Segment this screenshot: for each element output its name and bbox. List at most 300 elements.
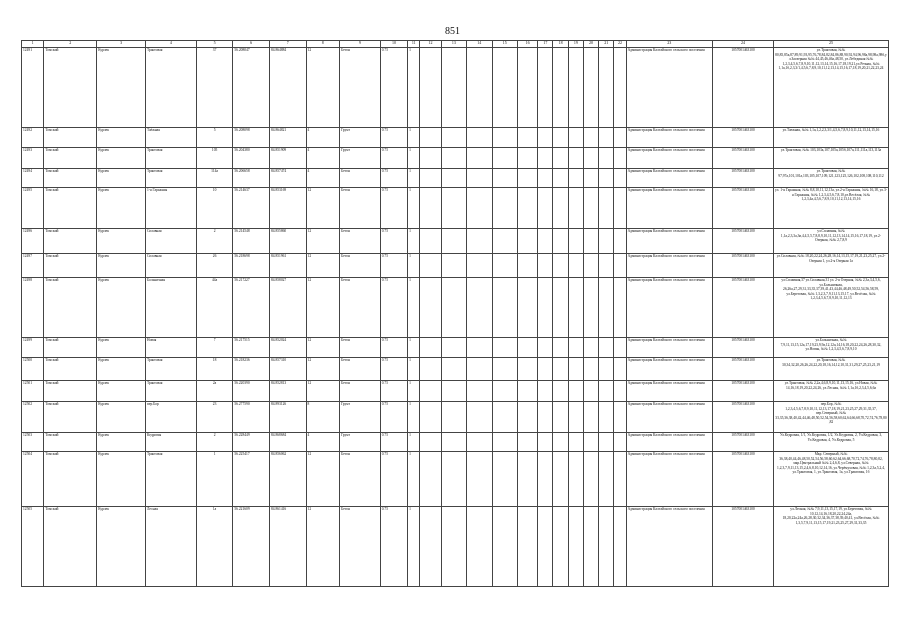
table-row	[22, 188, 889, 229]
cell-empty	[538, 402, 553, 433]
cell-vol: 0.75	[380, 338, 407, 358]
cell-settlement: Курлек	[97, 169, 146, 188]
cell-settlement: Курлек	[97, 128, 146, 148]
cell-region: Томский	[44, 128, 97, 148]
cell-lon: 84.861416	[269, 507, 306, 587]
cell-id: 12499	[22, 338, 44, 358]
cell-id: 12496	[22, 229, 44, 254]
cell-area: 4	[306, 169, 340, 188]
cell-empty	[583, 229, 598, 254]
column-number: 8	[306, 41, 340, 48]
cell-area: 12	[306, 254, 340, 278]
cell-lat: 56.220390	[233, 381, 270, 402]
cell-empty	[441, 452, 466, 507]
cell-id: 12495	[22, 188, 44, 229]
cell-empty	[538, 188, 553, 229]
cell-settlement: Курлек	[97, 381, 146, 402]
cell-street: Таёжная	[145, 128, 196, 148]
cell-lon: 84.852813	[269, 381, 306, 402]
cell-count: 1	[408, 338, 420, 358]
cell-area: 12	[306, 229, 340, 254]
cell-empty	[614, 229, 626, 254]
column-number: 2	[44, 41, 97, 48]
cell-owner: Администрация Калтайского сельского поселения	[626, 278, 712, 338]
cell-empty	[467, 48, 492, 128]
cell-region: Томский	[44, 148, 97, 169]
cell-street: Сплавная	[145, 254, 196, 278]
cell-empty	[441, 48, 466, 128]
cell-owner: Администрация Калтайского сельского поселения	[626, 188, 712, 229]
cell-id: 12492	[22, 128, 44, 148]
cell-vol: 0.75	[380, 358, 407, 381]
cell-area: 8	[306, 402, 340, 433]
cell-area: 12	[306, 358, 340, 381]
table-row	[22, 433, 889, 452]
cell-empty	[420, 254, 441, 278]
cell-empty	[420, 128, 441, 148]
cell-house: 18	[196, 358, 233, 381]
cell-addr: Ул.Кедровая, 1/1, Ул.Кедровая, 1/2, Ул.Кедровая, 2, Ул.Кедровая, 3, Ул.Кедровая, 4, Ул.Кедровая, 5	[773, 433, 888, 452]
cell-count: 1	[408, 148, 420, 169]
cell-ogrn: 1057001463100	[712, 128, 773, 148]
cell-region: Томский	[44, 433, 97, 452]
cell-empty	[583, 148, 598, 169]
cell-vol: 0.75	[380, 254, 407, 278]
cell-ogrn: 1057001463100	[712, 254, 773, 278]
cell-empty	[553, 229, 568, 254]
cell-empty	[583, 278, 598, 338]
cell-empty	[420, 507, 441, 587]
cell-empty	[441, 128, 466, 148]
cell-ogrn: 1057001463100	[712, 278, 773, 338]
table-row	[22, 169, 889, 188]
cell-empty	[538, 229, 553, 254]
cell-empty	[467, 254, 492, 278]
cell-region: Томский	[44, 358, 97, 381]
cell-empty	[553, 169, 568, 188]
cell-count: 1	[408, 128, 420, 148]
cell-lat: 56.204380	[233, 148, 270, 169]
cell-empty	[420, 433, 441, 452]
cell-empty	[568, 169, 583, 188]
cell-empty	[538, 381, 553, 402]
cell-house: 114а	[196, 169, 233, 188]
cell-owner: Администрация Калтайского сельского поселения	[626, 358, 712, 381]
cell-settlement: Курлек	[97, 507, 146, 587]
cell-empty	[583, 452, 598, 507]
cell-area: 4	[306, 128, 340, 148]
cell-area: 12	[306, 452, 340, 507]
cell-empty	[583, 402, 598, 433]
cell-lat: 56.206658	[233, 169, 270, 188]
cell-empty	[538, 254, 553, 278]
cell-surface: Бетон	[340, 229, 381, 254]
table-row	[22, 507, 889, 587]
column-number: 16	[517, 41, 537, 48]
cell-empty	[599, 381, 614, 402]
cell-empty	[467, 452, 492, 507]
cell-settlement: Курлек	[97, 148, 146, 169]
cell-empty	[614, 169, 626, 188]
cell-region: Томский	[44, 169, 97, 188]
cell-empty	[492, 402, 517, 433]
cell-addr: ул.Больничная, №№ 7,9,11,13,15,12а,17,19,23,9,9а,12,12а,14,16,18,20,22,24,26,28,30,32, ул.Новая, №№ 1,2,3,4,5,6,7,8,9,10	[773, 338, 888, 358]
cell-lat: 56.217515	[233, 338, 270, 358]
cell-empty	[441, 381, 466, 402]
cell-surface: Бетон	[340, 507, 381, 587]
cell-vol: 0.75	[380, 278, 407, 338]
cell-street: 1-я Гаражная	[145, 188, 196, 229]
cell-region: Томский	[44, 48, 97, 128]
cell-empty	[420, 188, 441, 229]
cell-lon: 84.856062	[269, 452, 306, 507]
cell-empty	[614, 48, 626, 128]
cell-empty	[599, 229, 614, 254]
cell-empty	[517, 452, 537, 507]
cell-addr: ул.Сплавная, №№ 1,1а,2,3,3а,3в,4,4,5,5,7,8,8,9,10,11,12,13,14,14,15,16,17,18,19, ул.2-Озерная, №№ 2,7,8,9	[773, 229, 888, 254]
cell-owner: Администрация Калтайского сельского поселения	[626, 402, 712, 433]
column-number: 9	[340, 41, 381, 48]
cell-empty	[538, 278, 553, 338]
cell-empty	[492, 169, 517, 188]
cell-street: Сплавная	[145, 229, 196, 254]
cell-owner: Администрация Калтайского сельского поселения	[626, 148, 712, 169]
cell-empty	[492, 188, 517, 229]
cell-empty	[599, 358, 614, 381]
cell-region: Томский	[44, 188, 97, 229]
cell-lat: 56.214548	[233, 229, 270, 254]
cell-owner: Администрация Калтайского сельского поселения	[626, 507, 712, 587]
cell-empty	[614, 381, 626, 402]
cell-vol: 0.75	[380, 452, 407, 507]
cell-ogrn: 1057001463100	[712, 358, 773, 381]
cell-house: 23	[196, 402, 233, 433]
cell-empty	[517, 278, 537, 338]
cell-empty	[420, 358, 441, 381]
cell-house: 105	[196, 148, 233, 169]
cell-empty	[517, 507, 537, 587]
cell-settlement: Курлек	[97, 188, 146, 229]
cell-empty	[492, 452, 517, 507]
cell-area: 4	[306, 148, 340, 169]
cell-ogrn: 1057001463100	[712, 433, 773, 452]
cell-empty	[599, 402, 614, 433]
cell-empty	[568, 507, 583, 587]
cell-empty	[538, 338, 553, 358]
cell-area: 12	[306, 338, 340, 358]
cell-region: Томский	[44, 507, 97, 587]
cell-street: Трактовая	[145, 148, 196, 169]
cell-id: 12493	[22, 148, 44, 169]
cell-count: 1	[408, 452, 420, 507]
cell-empty	[441, 254, 466, 278]
cell-empty	[553, 188, 568, 229]
cell-empty	[553, 452, 568, 507]
table-row	[22, 278, 889, 338]
cell-empty	[517, 188, 537, 229]
cell-empty	[420, 229, 441, 254]
cell-region: Томский	[44, 278, 97, 338]
column-number: 5	[196, 41, 233, 48]
cell-empty	[568, 254, 583, 278]
cell-empty	[441, 229, 466, 254]
cell-empty	[538, 169, 553, 188]
cell-empty	[420, 278, 441, 338]
cell-settlement: Курлек	[97, 254, 146, 278]
cell-id: 12503	[22, 433, 44, 452]
cell-empty	[517, 229, 537, 254]
cell-empty	[553, 148, 568, 169]
cell-empty	[583, 254, 598, 278]
cell-empty	[568, 148, 583, 169]
cell-empty	[538, 452, 553, 507]
cell-area: 12	[306, 48, 340, 128]
cell-area: 12	[306, 188, 340, 229]
cell-lon: 84.853169	[269, 188, 306, 229]
cell-empty	[538, 148, 553, 169]
column-number: 18	[553, 41, 568, 48]
cell-empty	[517, 402, 537, 433]
cell-owner: Администрация Калтайского сельского поселения	[626, 169, 712, 188]
cell-lat: 56.218698	[233, 254, 270, 278]
cell-settlement: Курлек	[97, 358, 146, 381]
column-number: 25	[773, 41, 888, 48]
cell-addr: ул.Трактовая, №№ 2,2а,4,6,8,9,10,11,13,15,16, ул.Новая, №№ 14,16,18,19,20,22,24,26, ул.Лесная, №№ 1,1а,1б,2,3,4,5,6,6а	[773, 381, 888, 402]
column-number: 17	[538, 41, 553, 48]
table-row	[22, 381, 889, 402]
cell-street: Больничная	[145, 278, 196, 338]
column-number: 21	[599, 41, 614, 48]
cell-empty	[538, 507, 553, 587]
cell-surface: Грунт	[340, 128, 381, 148]
cell-addr: ул. 1-я Гаражная, №№ 8,8,10,11,12,13а, ул.2-я Гаражная, №№ 16,18, ул.3-я Гаражная, №№ 1,2,3,4,5,6,7,8,10,ул.Весёлая, №№ 1,2,3,4а,4,5,6,7,8,9,10,11,12,13,14,15,16	[773, 188, 888, 229]
cell-house: 10	[196, 188, 233, 229]
cell-empty	[583, 188, 598, 229]
column-number: 24	[712, 41, 773, 48]
cell-owner: Администрация Калтайского сельского поселения	[626, 452, 712, 507]
cell-empty	[492, 358, 517, 381]
cell-count: 1	[408, 381, 420, 402]
cell-empty	[583, 433, 598, 452]
cell-addr: ул.Трактовая, №№ 30,34,32,20,26,26,24,22,20,18,16,14,12,10,31,31,29,27,25,23,21,19	[773, 358, 888, 381]
cell-street: Новая	[145, 338, 196, 358]
cell-id: 12491	[22, 48, 44, 128]
column-number: 22	[614, 41, 626, 48]
cell-count: 1	[408, 254, 420, 278]
cell-empty	[467, 402, 492, 433]
cell-lon: 84.864821	[269, 128, 306, 148]
cell-lat: 56.208047	[233, 48, 270, 128]
cell-region: Томский	[44, 402, 97, 433]
cell-empty	[467, 338, 492, 358]
cell-empty	[599, 128, 614, 148]
cell-empty	[599, 188, 614, 229]
cell-owner: Администрация Калтайского сельского поселения	[626, 381, 712, 402]
cell-empty	[441, 278, 466, 338]
cell-empty	[538, 48, 553, 128]
cell-lat: 56.214637	[233, 188, 270, 229]
cell-empty	[599, 48, 614, 128]
cell-empty	[441, 188, 466, 229]
cell-count: 1	[408, 433, 420, 452]
cell-empty	[517, 381, 537, 402]
cell-empty	[441, 402, 466, 433]
column-number: 3	[97, 41, 146, 48]
cell-empty	[568, 128, 583, 148]
cell-id: 12501	[22, 381, 44, 402]
cell-empty	[599, 148, 614, 169]
cell-empty	[614, 128, 626, 148]
cell-empty	[517, 169, 537, 188]
cell-empty	[599, 507, 614, 587]
cell-empty	[568, 48, 583, 128]
cell-empty	[583, 507, 598, 587]
cell-empty	[599, 278, 614, 338]
cell-empty	[553, 381, 568, 402]
cell-street: Трактовая	[145, 48, 196, 128]
cell-street: Трактовая	[145, 381, 196, 402]
cell-empty	[441, 433, 466, 452]
cell-empty	[568, 358, 583, 381]
cell-id: 12498	[22, 278, 44, 338]
column-number: 10	[380, 41, 407, 48]
cell-settlement: Курлек	[97, 229, 146, 254]
cell-ogrn: 1057001463100	[712, 452, 773, 507]
cell-settlement: Курлек	[97, 338, 146, 358]
cell-empty	[467, 148, 492, 169]
cell-empty	[553, 338, 568, 358]
cell-area: 12	[306, 278, 340, 338]
cell-vol: 0.75	[380, 402, 407, 433]
cell-empty	[614, 452, 626, 507]
cell-area: 12	[306, 507, 340, 587]
column-number: 4	[145, 41, 196, 48]
cell-lat: 56.217227	[233, 278, 270, 338]
cell-empty	[492, 278, 517, 338]
cell-empty	[568, 338, 583, 358]
cell-settlement: Курлек	[97, 452, 146, 507]
cell-surface: Грунт	[340, 148, 381, 169]
cell-addr: ул.Трактовая, №№ 80,85,85а,87,89,91,93,95,76,78,84,82,84,86,88,90,92,94,96,98а,98,98а,98б,ул.Заозерная №№ 44,45,46,46а,48,50, ул.Лебединая №№ 1,2,3,4,5,6,7,8,9,10,11,12,13,14,15,16,17,18,19,21,ул.Речная, №№ 1,1а,1б,2,3,3/1,4,5,6,7,8,9,10,11,12,13,14,15,16,17,18,19,20,21,22,23,24	[773, 48, 888, 128]
cell-addr: ул.Таежная, №№ 1,1а,1,2,2,3,3/1,4,5,6,7,8,9,10,11,12,13,14,15,16	[773, 128, 888, 148]
cell-region: Томский	[44, 338, 97, 358]
cell-lat: 56.208098	[233, 128, 270, 148]
table-row	[22, 48, 889, 128]
column-number: 6	[233, 41, 270, 48]
cell-empty	[420, 48, 441, 128]
cell-surface: Бетон	[340, 188, 381, 229]
cell-empty	[553, 128, 568, 148]
cell-id: 12505	[22, 507, 44, 587]
cell-lon: 84.893126	[269, 402, 306, 433]
cell-surface: Бетон	[340, 169, 381, 188]
cell-house: 1	[196, 452, 233, 507]
cell-empty	[599, 169, 614, 188]
cell-surface: Бетон	[340, 452, 381, 507]
cell-empty	[492, 48, 517, 128]
cell-ogrn: 1057001463100	[712, 229, 773, 254]
cell-house: 7	[196, 338, 233, 358]
cell-empty	[553, 433, 568, 452]
cell-addr: ул.Сплавная,37 ул.Сплавная,31 ул. 2-я Озерная, №№ 2,3а,3,4,5,6, ул.Больничная, 26,26а,27,29,31,33,35,37,39,41,43,44,46,48,49,50,52,54,56,58,59, ул.Береговая, №№ 1,3,2,3,7,9,11,13,15,17, ул.Весёлая, №№ 1,2,3,4,5,6,7,8,9,10,11,12,13	[773, 278, 888, 338]
cell-ogrn: 1057001463100	[712, 148, 773, 169]
column-number: 12	[420, 41, 441, 48]
cell-empty	[599, 452, 614, 507]
cell-empty	[583, 48, 598, 128]
cell-empty	[614, 278, 626, 338]
column-number: 13	[441, 41, 466, 48]
cell-empty	[553, 48, 568, 128]
cell-vol: 0.75	[380, 128, 407, 148]
column-number-row	[22, 41, 889, 48]
cell-vol: 0.75	[380, 48, 407, 128]
cell-count: 1	[408, 278, 420, 338]
cell-vol: 0.75	[380, 433, 407, 452]
cell-count: 1	[408, 229, 420, 254]
cell-region: Томский	[44, 381, 97, 402]
column-number: 14	[467, 41, 492, 48]
cell-count: 1	[408, 169, 420, 188]
cell-empty	[517, 433, 537, 452]
cell-house: 5	[196, 128, 233, 148]
cell-lat: 56.228449	[233, 433, 270, 452]
cell-settlement: Курлек	[97, 433, 146, 452]
cell-id: 12497	[22, 254, 44, 278]
cell-addr: Мкр. Северный, №№ 36,38,40,44,46,48,50,52,54,56,58,60,62,64,66,68,70,72,74,76,78,80,82, мкр.Центральный №№ 2,4,6,8, ул.Северная, №№ 1,2,3,7,9,11,13,15,2,4,6,8,10,12,14,16, ул.Черёмуховая, №№ 1,2,3а,5,2,4, ул.Трактовая, 1, ул.Трактовая, 1а, ул.Трактовая, 1б	[773, 452, 888, 507]
cell-lon: 84.852024	[269, 338, 306, 358]
table-row	[22, 229, 889, 254]
cell-vol: 0.75	[380, 229, 407, 254]
cell-empty	[568, 381, 583, 402]
cell-surface: Грунт	[340, 402, 381, 433]
cell-empty	[441, 169, 466, 188]
cell-lon: 84.868684	[269, 433, 306, 452]
cell-empty	[517, 128, 537, 148]
cell-empty	[614, 148, 626, 169]
cell-empty	[467, 381, 492, 402]
cell-empty	[492, 381, 517, 402]
cell-region: Томский	[44, 254, 97, 278]
column-number: 23	[626, 41, 712, 48]
registry-table	[21, 40, 889, 587]
cell-empty	[599, 433, 614, 452]
cell-empty	[517, 358, 537, 381]
cell-region: Томский	[44, 452, 97, 507]
cell-empty	[568, 188, 583, 229]
cell-ogrn: 1057001463100	[712, 381, 773, 402]
cell-ogrn: 1057001463100	[712, 402, 773, 433]
cell-lat: 56.221609	[233, 507, 270, 587]
cell-vol: 0.75	[380, 507, 407, 587]
cell-empty	[583, 338, 598, 358]
cell-lat: 56.277590	[233, 402, 270, 433]
cell-empty	[441, 338, 466, 358]
cell-house: 2	[196, 229, 233, 254]
cell-street: Трактовая	[145, 452, 196, 507]
cell-empty	[420, 381, 441, 402]
column-number: 19	[568, 41, 583, 48]
cell-empty	[492, 128, 517, 148]
cell-empty	[492, 229, 517, 254]
table-row	[22, 254, 889, 278]
table-row	[22, 402, 889, 433]
cell-empty	[467, 169, 492, 188]
cell-empty	[538, 358, 553, 381]
cell-vol: 0.75	[380, 148, 407, 169]
cell-id: 12504	[22, 452, 44, 507]
cell-empty	[517, 254, 537, 278]
cell-empty	[441, 358, 466, 381]
